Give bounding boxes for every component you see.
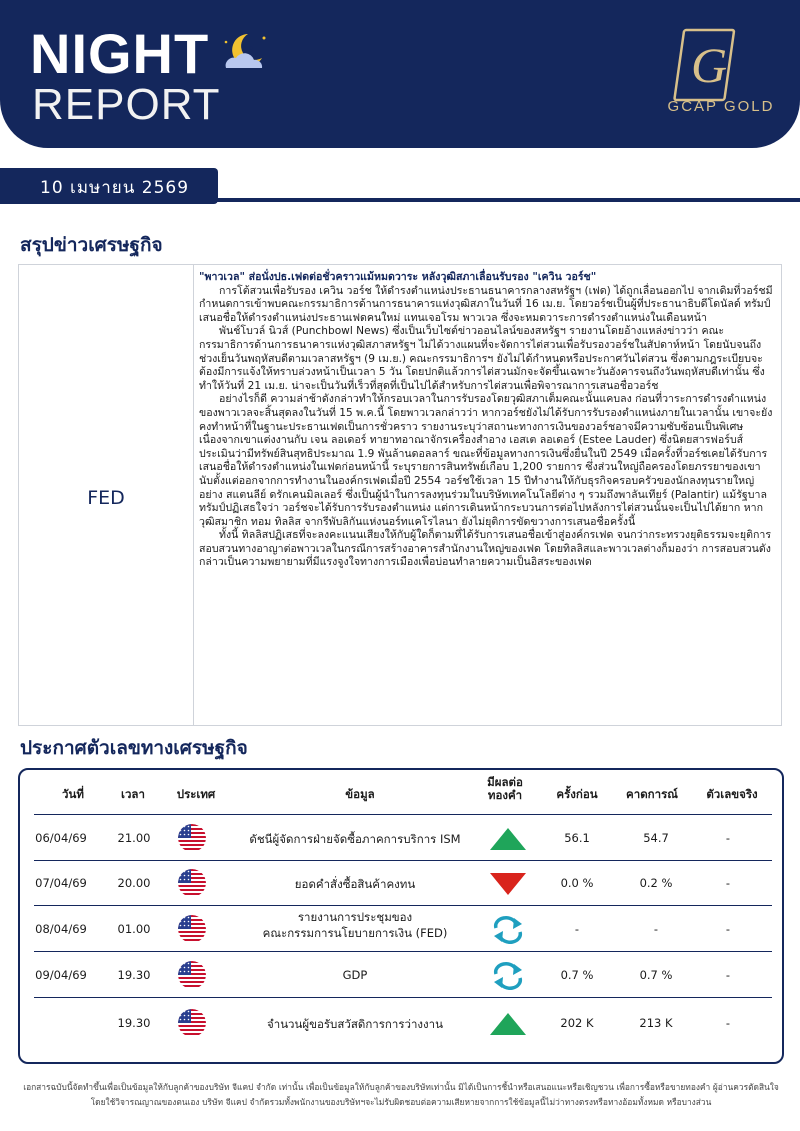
col-actual-header: ตัวเลขจริง [706,787,758,801]
impact-neutral-icon [488,961,528,991]
row-actual: - [725,1016,731,1030]
row-previous: 0.7 % [560,968,594,982]
news-paragraph: อย่างไรก็ดี ความล่าช้าดังกล่าวทำให้กรอบเวลาในการรับรองโดยวุฒิสภาเต็มคณะนั้นแคบลง ก่อนที่วาระการดำรงตำแหน่งของพาวเวลจะสิ้นสุดลงในวันที่ 15 พ.ค.นี้ โดยพาวเวลกล่าวว่า หากวอร์ชยังไม่ได้รับการรับรองตำแหน่งภายในเวลานั้น เขาจะยังคงทำหน้าที่ในฐานะประธานเฟดเป็นการชั่วคราว รายงานระบุว่าสถานะทางการเงินของวอร์ชอาจมีความซับซ้อนเป็นพิเศษ เนื่องจากเขาแต่งงานกับ เจน ลอเดอร์ ทายาทอาณาจักรเครื่องสำอาง เอสเต ลอเดอร์ (Estee Lauder) ซึ่งนิตยสารฟอร์บส์ประเมินว่ามีทรัพย์สินสุทธิประมาณ 1.9 พันล้านดอลลาร์ ขณะที่ข้อมูลทางการเงินซึ่งยื่นในปี 2549 เมื่อครั้งที่วอร์ชเคยได้รับการเสนอชื่อให้ดำรงตำแหน่งในเฟดก่อนหน้านี้ ระบุรายการสินทรัพย์เกือบ 1,200 รายการ ซึ่งส่วนใหญ่ถือครองโดยภรรยาของเขา [199,393,773,474]
row-time: 19.30 [117,968,151,982]
news-category: FED [87,487,125,509]
row-time: 01.00 [117,922,151,936]
row-divider [34,997,772,998]
row-item: จำนวนผู้ขอรับสวัสดิการการว่างงาน [267,1017,443,1031]
table-row [20,861,782,907]
news-paragraph: นับตั้งแต่ออกจากการทำงานในองค์กรเฟดเมื่อปี 2554 วอร์ชใช้เวลา 15 ปีทำงานให้กับธุรกิจครอบครัวของนักลงทุนรายใหญ่อย่าง สแตนลีย์ ดรักเคนมิลเลอร์ ซึ่งเป็นผู้นำในการลงทุนร่วมในบริษัทเทคโนโลยีต่าง ๆ รวมถึงพาลันเทียร์ (Palantir) แม้รัฐบาลทรัมป์ปฏิเสธใจว่า วอร์ชจะได้รับการรับรองตำแหน่ง แต่การเดินหน้ากระบวนการต่อไปหลังการไต่สวนนั้นจะเป็นไปได้ยาก หากวุฒิสมาชิก ทอม ทิลลิส จากรีพับลิกันแห่งนอร์ทแคโรไลนา ยังไม่ยุติการขัดขวางการเสนอชื่อครั้งนี้ [199,474,767,528]
col-impact-header: มีผลต่อ ทองคำ [487,775,523,802]
us-flag-icon [178,961,206,989]
us-flag-icon [178,1009,206,1037]
news-summary-table [18,264,782,726]
table-header [20,770,782,818]
news-headline: "พาวเวล" ส่อนั่งปธ.เฟดต่อชั่วคราวแม้หมดวาระ หลังวุฒิสภาเลื่อนรับรอง "เควิน วอร์ช" [199,271,597,283]
date-band [0,168,800,204]
row-actual: - [725,831,731,845]
date-underline [212,198,800,202]
row-actual: - [725,922,731,936]
row-previous: - [574,922,580,936]
row-item: ดัชนีผู้จัดการฝ่ายจัดซื้อภาคการบริการ ISM [249,832,461,846]
impact-up-icon [488,824,528,854]
table-row [20,1001,782,1047]
row-previous: 202 K [560,1016,594,1030]
moon-cloud-icon [218,28,270,78]
table-row [20,907,782,953]
row-forecast: 54.7 [643,831,669,845]
col-item-header: ข้อมูล [345,787,375,801]
svg-text:G: G [690,37,728,93]
economic-calendar-table [18,768,784,1064]
column-divider [193,265,194,725]
row-divider [34,951,772,952]
row-forecast: 213 K [639,1016,673,1030]
row-item: GDP [342,968,368,982]
report-date: 10 เมษายน 2569 [40,178,190,198]
row-date: 08/04/69 [35,922,87,936]
row-previous: 56.1 [564,831,590,845]
row-forecast: - [653,922,659,936]
brand-name: GCAP GOLD [667,98,775,115]
news-paragraph: พันช์โบวล์ นิวส์ (Punchbowl News) ซึ่งเป็นเว็บไซต์ข่าวออนไลน์ของสหรัฐฯ รายงานโดยอ้างแหล่งข่าวว่า คณะกรรมาธิการด้านการธนาคารแห่งวุฒิสภาสหรัฐฯ ไม่ได้วางแผนที่จะจัดการไต่สวนเพื่อรับรองวอร์ชในสัปดาห์หน้า โดยนับจนถึงช่วงเย็นวันพฤหัสบดีตามเวลาสหรัฐฯ (9 เม.ย.) คณะกรรมาธิการฯ ยังไม่ได้กำหนดหรือประกาศวันไต่สวน ซึ่งตามกฎระเบียบจะต้องมีการแจ้งให้ทราบล่วงหน้าเป็นเวลา 5 วัน โดยปกติแล้วการไต่สวนมักจะจัดขึ้นเฉพาะวันอังคารจนถึงวันพฤหัสบดีเท่านั้น ซึ่งทำให้วันที่ 21 เม.ย. น่าจะเป็นวันที่เร็วที่สุดที่เป็นไปได้สำหรับการไต่สวนเพื่อพิจารณาการเสนอชื่อวอร์ช [199,325,765,392]
impact-up-icon [488,1009,528,1039]
row-forecast: 0.2 % [639,876,673,890]
row-previous: 0.0 % [560,876,594,890]
col-previous-header: ครั้งก่อน [556,787,598,801]
report-title-report: REPORT [32,80,221,129]
news-body [199,271,775,570]
row-item: รายงานการประชุมของ คณะกรรมการนโยบายการเงิน (FED) [262,910,448,940]
news-paragraph: ทั้งนี้ ทิลลิสปฏิเสธที่จะลงคะแนนเสียงให้กับผู้ใดก็ตามที่ได้รับการเสนอชื่อเข้าสู่องค์กรเฟด จนกว่ากระทรวงยุติธรรมจะยุติการสอบสวนทางอาญาต่อพาวเวลในกรณีการสร้างอาคารสำนักงานใหญ่ของเฟด โดยทิลลิสและพาวเวลต่างก็มองว่า การสอบสวนดังกล่าวเป็นความพยายามที่มีแรงจูงใจทางการเมืองเพื่อบ่อนทำลายความเป็นอิสระของเฟด [199,529,772,569]
row-item: ยอดคำสั่งซื้อสินค้าคงทน [294,877,416,891]
report-title-night: NIGHT [30,22,210,85]
date-pill [0,168,218,204]
news-paragraph: การโต้สวนเพื่อรับรอง เควิน วอร์ช ให้ดำรงตำแหน่งประธานธนาคารกลางสหรัฐฯ (เฟด) ได้ถูกเลื่อนออกไป จากเดิมที่วอร์ชมีกำหนดการเข้าพบคณะกรรมาธิการด้านการธนาคารแห่งวุฒิสภาในวันที่ 16 เม.ย. โดยวอร์ชเป็นผู้ที่ประธานาธิบดีโดนัลด์ ทรัมป์ เสนอชื่อให้ดำรงตำแหน่งประธานเฟดคนใหม่ แทนเจอโรม พาวเวล ซึ่งจะหมดวาระการดำรงตำแหน่งในเดือนหน้า [199,284,773,324]
row-time: 21.00 [117,831,151,845]
col-country-header: ประเทศ [176,787,216,801]
row-date: 07/04/69 [35,876,87,890]
row-divider [34,905,772,906]
row-actual: - [725,968,731,982]
row-divider [34,814,772,815]
impact-neutral-icon [488,915,528,945]
disclaimer: เอกสารฉบับนี้จัดทำขึ้นเพื่อเป็นข้อมูลให้กับลูกค้าของบริษัท จีแคป จำกัด เท่านั้น เพื่อเป็นข้อมูลให้กับลูกค้าของบริษัทเท่านั้น มิได้เป็นการชี้นำหรือเสนอแนะหรือเชิญชวน เพื่อการซื้อหรือขายทองคำ ผู้อ่านควรตัดสินใจโดยใช้วิจารณญาณของตนเอง บริษัท จีแคป จำกัดรวมทั้งพนักงานของบริษัทฯจะไม่รับผิดชอบต่อความเสียหายจากการใช้ข้อมูลนี้ไม่ว่าทางตรงหรือทางอ้อมทั้งหมด หรือบางส่วน [23,1082,779,1107]
table-row [20,953,782,999]
col-forecast-header: คาดการณ์ [626,787,678,801]
row-time: 20.00 [117,876,151,890]
row-actual: - [725,876,731,890]
col-time-header: เวลา [121,787,145,801]
col-date-header: วันที่ [62,787,84,801]
row-date: 06/04/69 [35,831,87,845]
us-flag-icon [178,824,206,852]
table-row [20,816,782,862]
summary-section-title: สรุปข่าวเศรษฐกิจ [20,234,163,256]
impact-down-icon [488,869,528,899]
header-banner [0,0,800,148]
calendar-section-title: ประกาศตัวเลขทางเศรษฐกิจ [20,737,248,759]
row-forecast: 0.7 % [639,968,673,982]
row-time: 19.30 [117,1016,151,1030]
us-flag-icon [178,915,206,943]
row-date: 09/04/69 [35,968,87,982]
us-flag-icon [178,869,206,897]
